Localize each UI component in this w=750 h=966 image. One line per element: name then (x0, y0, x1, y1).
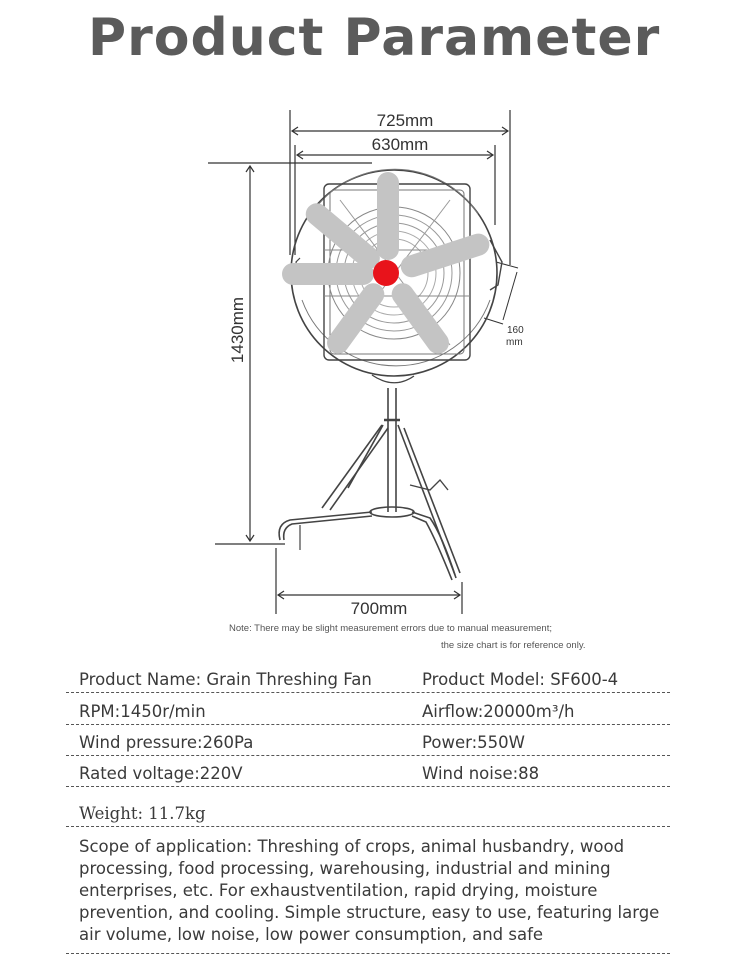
spec-product-model: Product Model: SF600-4 (422, 670, 619, 689)
spec-row (66, 725, 670, 756)
measurement-note (229, 620, 619, 654)
spec-product-name: Product Name: Grain Threshing Fan (79, 670, 372, 689)
spec-wind-pressure: Wind pressure:260Pa (79, 733, 254, 752)
scope-of-application: Scope of application: Threshing of crops, animal husbandry, wood processing, food processing, warehousing, industrial and mining enterprises, etc. For exhaustventilation, rapid drying, moisture prevention, and cooling. Simple structure, easy to use, featuring large air volume, low noise, low power consumption, and safe (79, 837, 660, 944)
dimension-overall-width-label: 725mm (376, 111, 434, 130)
spec-row (66, 796, 670, 827)
spec-airflow: Airflow:20000m³/h (422, 702, 575, 721)
spec-row (66, 756, 670, 787)
dimension-depth-unit: mm (506, 337, 523, 348)
fan-hub (373, 260, 399, 286)
measurement-note-line2: the size chart is for reference only. (441, 640, 586, 651)
spec-weight: Weight: 11.7kg (79, 804, 206, 823)
spec-rated-voltage: Rated voltage:220V (79, 764, 243, 783)
spec-row (66, 662, 670, 693)
page-title: Product Parameter (88, 8, 661, 68)
dimension-base-width-label: 700mm (350, 599, 408, 618)
divider (66, 953, 670, 954)
measurement-note-line1: Note: There may be slight measurement errors due to manual measurement; (229, 623, 552, 634)
spec-wind-noise: Wind noise:88 (422, 764, 540, 783)
spec-row (66, 694, 670, 725)
spec-rpm: RPM:1450r/min (79, 702, 206, 721)
fan-stand (279, 375, 460, 580)
dimension-height-label: 1430mm (228, 296, 247, 364)
dimension-depth-value: 160 (507, 325, 524, 336)
spec-power: Power:550W (422, 733, 525, 752)
dimension-head-width-label: 630mm (371, 135, 429, 154)
